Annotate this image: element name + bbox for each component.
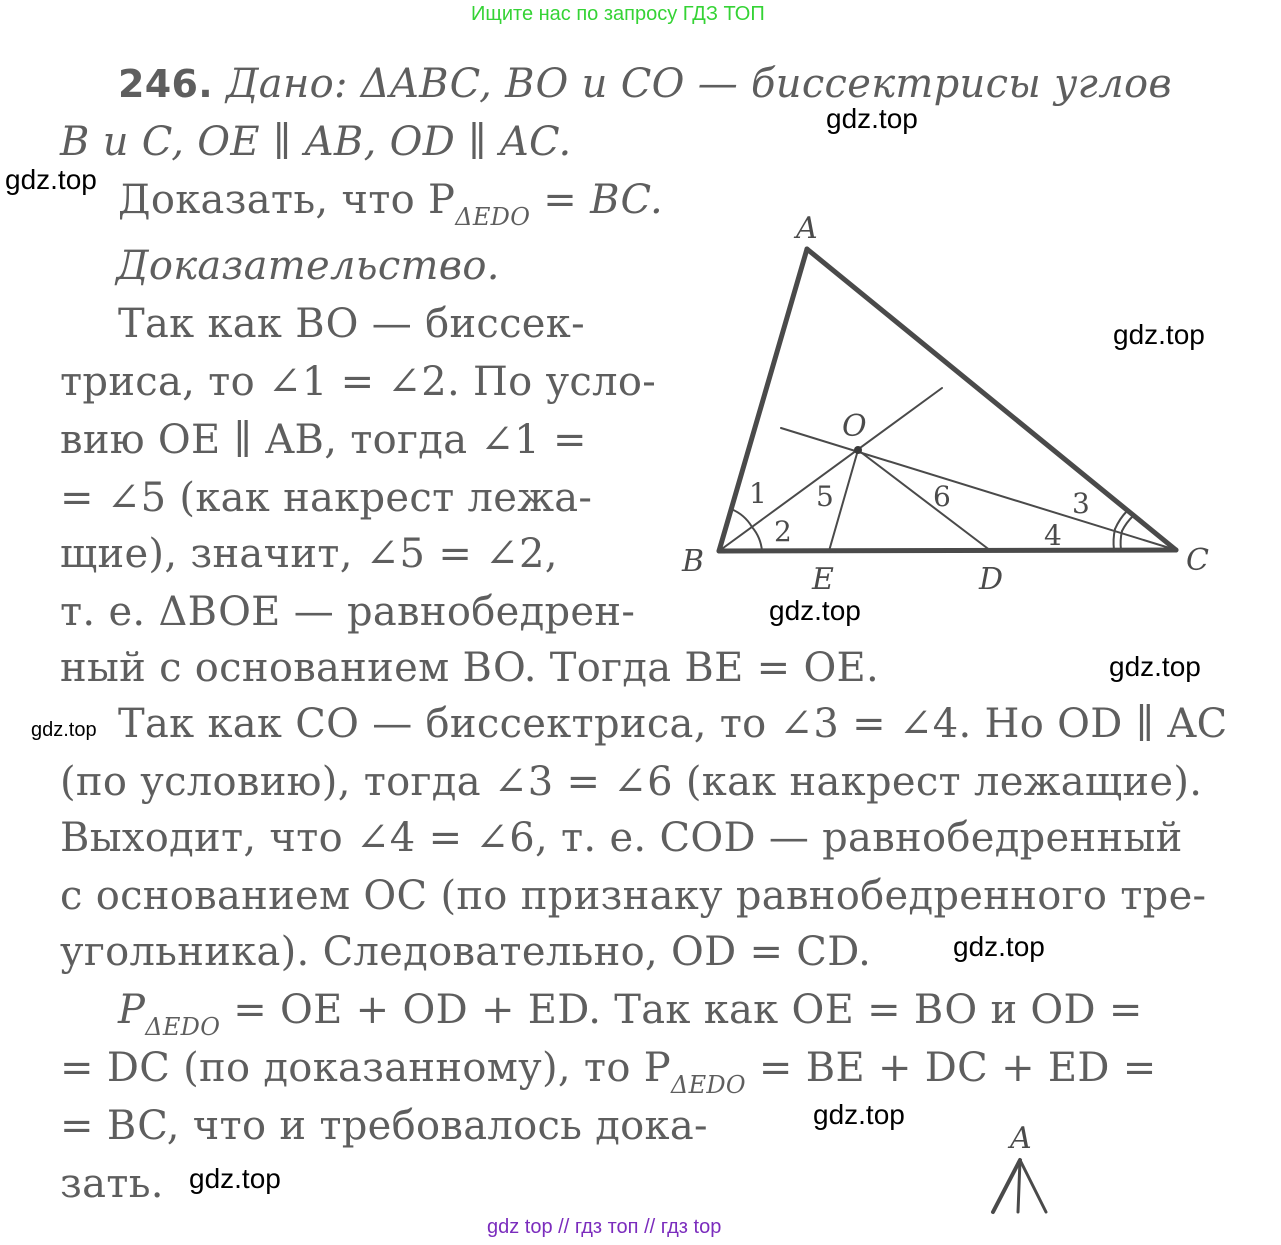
next-figure-middle — [1018, 1160, 1020, 1212]
perimeter-equation: = OE + OD + ED. Так как OE = BO и OD = — [220, 987, 1143, 1033]
angle-arc-c-1 — [1122, 516, 1133, 531]
bisector-co — [781, 428, 1176, 550]
vertex-b-label: B — [682, 544, 705, 579]
vertex-e-label: E — [812, 562, 834, 597]
proof-heading: Доказательство. — [116, 243, 500, 289]
segment-od — [858, 450, 991, 551]
angle-arc-b-outer — [731, 509, 752, 527]
p3-line2-start: = DC (по доказанному), то P — [60, 1045, 671, 1091]
proof-p2-line-3: Выходит, что ∠4 = ∠6, т. е. COD — равнобедренный — [60, 815, 1183, 861]
p3-line2-subscript: ΔEDO — [670, 1071, 746, 1099]
watermark-7: gdz.top — [953, 931, 1045, 962]
angle-4-label: 4 — [1044, 519, 1062, 552]
proof-p2-line-2: (по условию), тогда ∠3 = ∠6 (как накрест лежащие). — [60, 759, 1203, 805]
angle-arc-c-4 — [1114, 529, 1115, 550]
angle-arc-c-3 — [1121, 531, 1122, 550]
angle-5-label: 5 — [816, 480, 834, 513]
side-bc — [719, 550, 1176, 551]
next-figure-a-label: A — [1010, 1121, 1032, 1156]
vertex-c-label: C — [1186, 543, 1209, 578]
watermark-6: gdz.top — [31, 719, 97, 741]
watermark-3: gdz.top — [1113, 319, 1205, 350]
proof-p2-line-1: Так как CO — биссектриса, то ∠3 = ∠4. Но OD ∥ AC — [118, 701, 1228, 747]
proof-p2-line-4: с основанием OC (по признаку равнобедренного тре- — [60, 873, 1207, 919]
angle-3-label: 3 — [1072, 487, 1090, 520]
proof-p3-line-4: зать. — [60, 1161, 164, 1207]
proof-p1-line-4: = ∠5 (как накрест лежа- — [60, 475, 593, 521]
angle-1-label: 1 — [749, 477, 767, 510]
angle-6-label: 6 — [933, 480, 951, 513]
prove-prefix: Доказать, что P — [118, 177, 456, 223]
proof-p1-line-6: т. е. ΔBOE — равнобедрен- — [60, 589, 636, 635]
footer-links[interactable]: gdz top // гдз топ // гдз top — [487, 1216, 722, 1238]
perimeter-subscript: ΔEDO — [145, 1013, 221, 1041]
given-text: ΔABC, BO и CO — биссектрисы углов — [360, 61, 1172, 107]
search-banner[interactable]: Ищите нас по запросу ГДЗ ТОП — [471, 3, 765, 25]
prove-suffix: = BC. — [530, 177, 663, 223]
watermark-5: gdz.top — [1109, 651, 1201, 682]
vertex-d-label: D — [979, 562, 1004, 597]
next-figure-left — [993, 1160, 1020, 1212]
proof-p1-line-1: Так как BO — биссек- — [118, 301, 585, 347]
side-ac — [807, 249, 1176, 550]
problem-number: 246. — [118, 62, 213, 106]
given-label: Дано: — [225, 61, 348, 107]
prove-subscript: ΔEDO — [455, 203, 531, 231]
watermark-2: gdz.top — [5, 164, 97, 195]
watermark-8: gdz.top — [813, 1099, 905, 1130]
watermark-1: gdz.top — [826, 103, 918, 134]
next-figure-right — [1020, 1160, 1046, 1212]
proof-p1-line-3: вию OE ∥ AB, тогда ∠1 = — [60, 417, 587, 463]
perimeter-symbol: P — [118, 987, 146, 1033]
proof-p1-line-7: ный с основанием BO. Тогда BE = OE. — [60, 645, 880, 691]
proof-p2-line-5: угольника). Следовательно, OD = CD. — [60, 929, 872, 975]
proof-p1-line-2: триса, то ∠1 = ∠2. По усло- — [60, 359, 657, 405]
vertex-a-label: A — [796, 211, 818, 246]
proof-p3-line-3: = BC, что и требовалось дока- — [60, 1103, 708, 1149]
given-line-2: B и C, OE ∥ AB, OD ∥ AC. — [60, 119, 572, 165]
point-o — [854, 446, 862, 454]
proof-p1-line-5: щие), значит, ∠5 = ∠2, — [60, 531, 558, 577]
angle-arc-b-inner — [752, 527, 762, 551]
watermark-9: gdz.top — [189, 1163, 281, 1194]
watermark-4: gdz.top — [769, 595, 861, 626]
angle-2-label: 2 — [774, 515, 792, 548]
vertex-o-label: O — [842, 409, 867, 444]
p3-line2-end: = BE + DC + ED = — [745, 1045, 1157, 1091]
